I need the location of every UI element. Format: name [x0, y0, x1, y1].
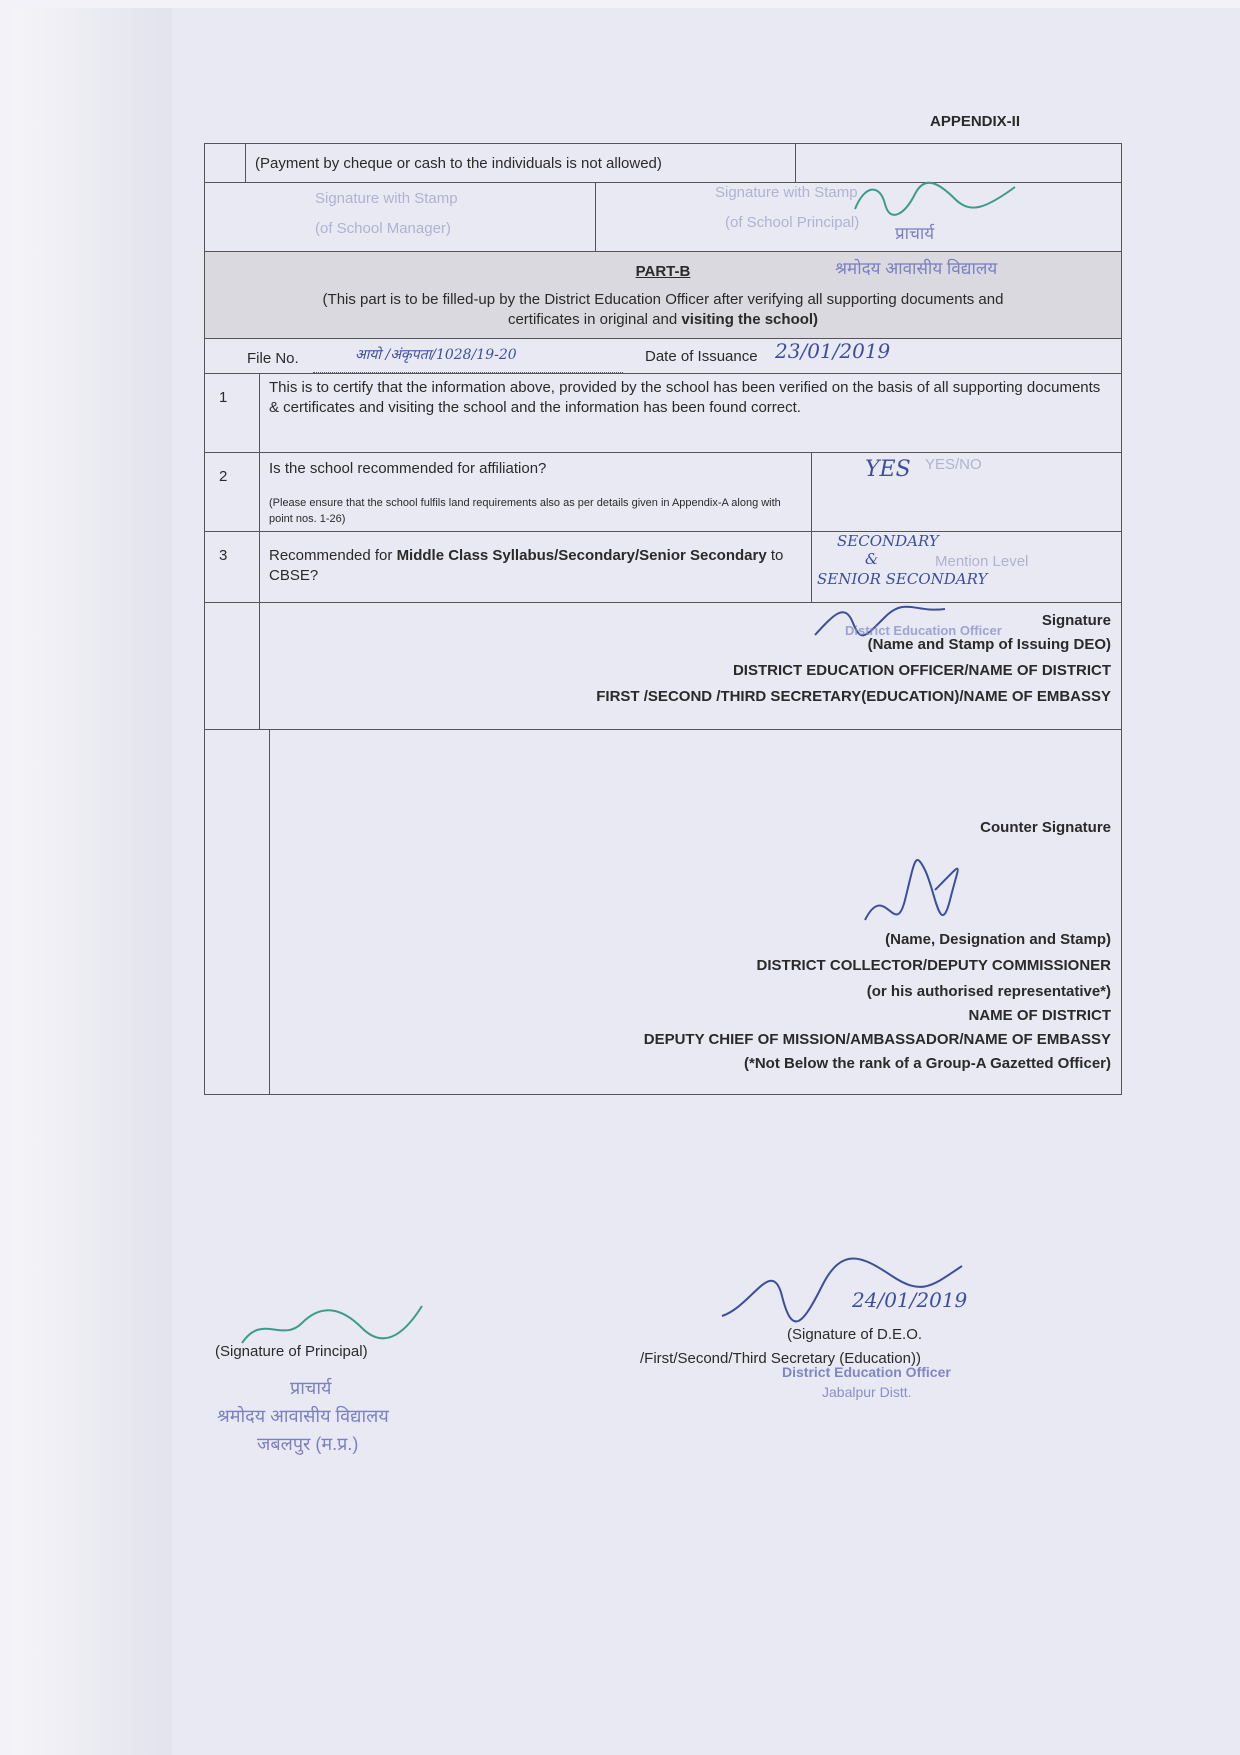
bottom-deo-label: (Signature of D.E.O.	[787, 1326, 923, 1343]
item-3-answer-line2: &	[865, 550, 879, 568]
file-number-label: File No.	[247, 350, 299, 367]
manager-signature-sub: (of School Manager)	[315, 220, 451, 237]
deo-name-stamp-line: (Name and Stamp of Issuing DEO)	[867, 636, 1111, 653]
bottom-principal-label: (Signature of Principal)	[215, 1343, 368, 1360]
principal-signature-sub: (of School Principal)	[725, 214, 860, 231]
item-2-faint-hint: YES/NO	[925, 456, 982, 473]
part-b-header	[205, 252, 1121, 339]
item-3-faint-hint: Mention Level	[935, 553, 1029, 570]
counter-collector-line: DISTRICT COLLECTOR/DEPUTY COMMISSIONER	[756, 957, 1111, 974]
deo-embassy-line: FIRST /SECOND /THIRD SECRETARY(EDUCATION)/NAME OF EMBASSY	[596, 688, 1111, 705]
bottom-principal-stamp-line1: प्राचार्य	[290, 1378, 332, 1398]
file-number-value: आयो /अंकृपता/1028/19-20	[355, 347, 517, 363]
counter-signature-title: Counter Signature	[980, 819, 1111, 836]
item-3-text: Recommended for Middle Class Syllabus/Secondary/Senior Secondary to CBSE?	[269, 547, 784, 584]
deo-signature-label: Signature	[1041, 612, 1111, 629]
bottom-principal-stamp-line2: श्रमोदय आवासीय विद्यालय	[217, 1406, 389, 1426]
counter-embassy-line: DEPUTY CHIEF OF MISSION/AMBASSADOR/NAME OF EMBASSY	[643, 1031, 1111, 1048]
item-2-answer: YES	[865, 457, 911, 482]
counter-district-line: NAME OF DISTRICT	[968, 1007, 1111, 1024]
payment-row	[205, 144, 1121, 183]
part-b-title: PART-B	[635, 263, 691, 280]
date-of-issuance-label: Date of Issuance	[645, 348, 758, 365]
item-2-number: 2	[219, 468, 228, 485]
deo-stamp-text: District Education Officer	[845, 623, 1002, 638]
principal-stamp-line2: श्रमोदय आवासीय विद्यालय	[835, 259, 998, 278]
file-number-row	[205, 339, 1121, 374]
principal-stamp-line1: प्राचार्य	[895, 224, 935, 243]
part-b-description-line1: (This part is to be filled-up by the District Education Officer after verifying all supporting documents and	[322, 291, 1004, 308]
deo-district-line: DISTRICT EDUCATION OFFICER/NAME OF DISTRICT	[732, 662, 1111, 679]
document-page	[12, 8, 1240, 1755]
counter-signature-block	[205, 730, 1121, 1094]
item-3-row	[205, 532, 1121, 603]
bottom-deo-sub: /First/Second/Third Secretary (Education))	[640, 1350, 921, 1367]
manager-signature-label: Signature with Stamp	[315, 190, 458, 207]
payment-note: (Payment by cheque or cash to the individuals is not allowed)	[255, 155, 662, 172]
item-2-note: (Please ensure that the school fulfils land requirements also as per details given in Appendix-A along with point nos. 1-26)	[269, 497, 781, 525]
bottom-deo-date: 24/01/2019	[852, 1288, 968, 1312]
item-3-answer-line3: SENIOR SECONDARY	[817, 570, 988, 588]
item-1-row	[205, 374, 1121, 453]
part-b-form	[204, 143, 1122, 1095]
page-fold-shadow	[12, 8, 172, 1755]
principal-signature-label: Signature with Stamp	[715, 184, 858, 201]
item-1-number: 1	[219, 389, 228, 406]
counter-name-designation: (Name, Designation and Stamp)	[885, 931, 1111, 948]
item-3-answer-line1: SECONDARY	[837, 532, 939, 550]
principal-signature-scribble	[845, 179, 1025, 219]
bottom-deo-stamp2: Jabalpur Distt.	[822, 1384, 912, 1400]
bottom-principal-stamp-line3: जबलपुर (म.प्र.)	[257, 1434, 359, 1454]
bottom-deo-scribble	[712, 1236, 972, 1336]
item-1-text: This is to certify that the information above, provided by the school has been verified on the basis of all supporting documents & certificates and visiting the school and the information has been found correct.	[269, 379, 1101, 416]
item-2-text: Is the school recommended for affiliation?	[269, 460, 547, 477]
item-3-number: 3	[219, 547, 228, 564]
deo-signature-block	[205, 603, 1121, 730]
appendix-label: APPENDIX-II	[930, 113, 1021, 130]
bottom-deo-stamp1: District Education Officer	[782, 1364, 951, 1380]
item-2-row	[205, 453, 1121, 532]
counter-rank-note: (*Not Below the rank of a Group-A Gazetted Officer)	[744, 1055, 1111, 1072]
part-b-description-line2: certificates in original and visiting the school)	[507, 311, 819, 328]
date-of-issuance-value: 23/01/2019	[775, 339, 891, 363]
counter-representative-line: (or his authorised representative*)	[866, 983, 1111, 1000]
part-a-signature-row	[205, 183, 1121, 252]
